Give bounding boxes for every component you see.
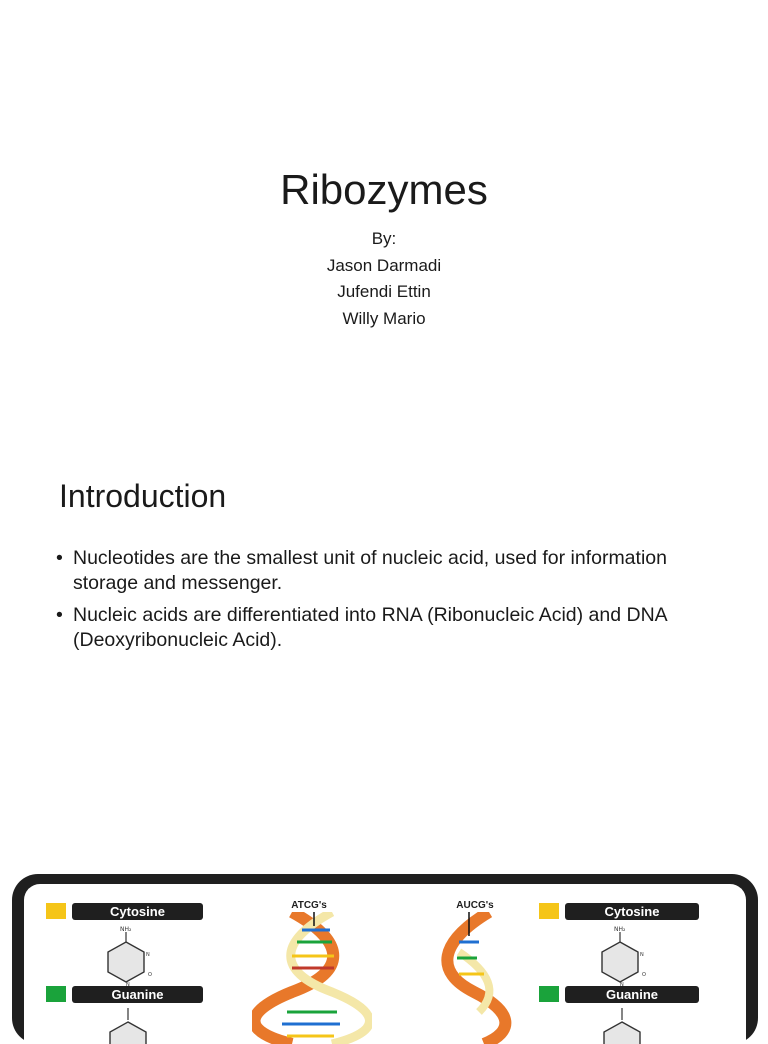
cytosine-swatch — [539, 903, 559, 919]
cytosine-label: Cytosine — [72, 903, 203, 920]
rna-helix-label: AUCG's — [456, 900, 494, 911]
bullet-icon: • — [56, 547, 63, 569]
guanine-structure-icon — [580, 1006, 660, 1044]
dna-helix-label: ATCG's — [291, 900, 327, 911]
guanine-label: Guanine — [72, 986, 203, 1003]
svg-text:N: N — [146, 952, 150, 958]
bullet-text: Nucleic acids are differentiated into RNA (Ribonucleic Acid) and DNA (Deoxyribonucleic Acid). — [73, 604, 667, 651]
svg-text:O: O — [642, 972, 646, 978]
guanine-swatch — [46, 986, 66, 1002]
guanine-structure-icon — [86, 1006, 166, 1044]
dna-helix-icon — [252, 912, 372, 1044]
author-block — [0, 226, 768, 332]
bullet-icon: • — [56, 604, 63, 626]
svg-text:N: N — [620, 982, 624, 986]
svg-text:N: N — [640, 952, 644, 958]
cytosine-structure-icon — [580, 926, 660, 986]
bullet-item — [56, 546, 736, 596]
figure-canvas — [24, 884, 746, 1044]
bullet-list — [56, 546, 736, 660]
slide-title: Introduction — [59, 478, 227, 514]
svg-text:NH₂: NH₂ — [614, 926, 626, 933]
svg-text:NH₂: NH₂ — [120, 926, 132, 933]
svg-text:O: O — [148, 972, 152, 978]
rna-helix-icon — [429, 912, 529, 1044]
bullet-text: Nucleotides are the smallest unit of nucleic acid, used for information storage and messenger. — [73, 547, 667, 594]
svg-text:N: N — [126, 982, 130, 986]
cytosine-swatch — [46, 903, 66, 919]
guanine-label: Guanine — [565, 986, 699, 1003]
bullet-item — [56, 603, 736, 653]
by-label: By: — [371, 229, 397, 248]
title-slide — [0, 0, 768, 432]
guanine-swatch — [539, 986, 559, 1002]
presentation-title: Ribozymes — [280, 166, 488, 213]
author-name: Jason Darmadi — [326, 255, 442, 275]
cytosine-label: Cytosine — [565, 903, 699, 920]
introduction-slide — [0, 432, 768, 864]
cytosine-structure-icon — [86, 926, 166, 986]
author-name: Jufendi Ettin — [337, 282, 431, 301]
nucleotide-figure-slide — [0, 864, 768, 1024]
author-name: Willy Mario — [342, 308, 426, 328]
